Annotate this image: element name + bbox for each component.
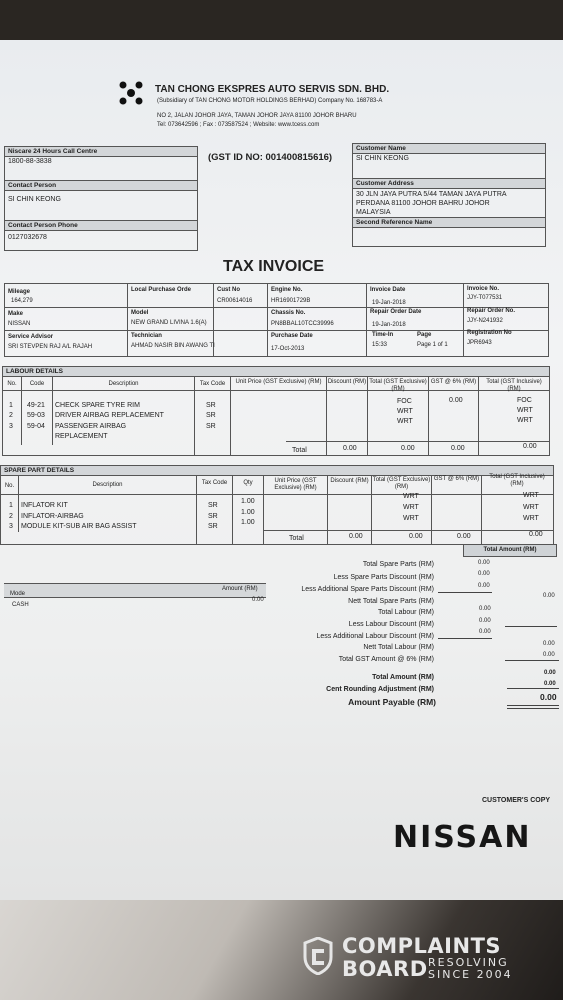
parts-section-title: SPARE PART DETAILS (1, 466, 553, 476)
parts-col-taxcode: Tax Code (201, 480, 228, 486)
rounding-label: Cent Rounding Adjustment (RM) (326, 686, 434, 693)
labour-row-2-excl: WRT (397, 408, 413, 415)
labour-col-description: Description (108, 381, 139, 387)
summary-b-8: 0.00 (543, 641, 555, 647)
labour-row-1-code: 49-21 (27, 402, 45, 409)
custno-label: Cust No (217, 287, 240, 293)
labour-col-discount: Discount (RM) (327, 379, 367, 385)
labour-col-unitprice: Unit Price (GST Exclusive) (RM) (235, 379, 322, 385)
parts-row-2-qty: 1.00 (241, 509, 255, 516)
parts-row-3-no: 3 (9, 523, 13, 530)
invoice-title: TAX INVOICE (223, 258, 325, 275)
watermark-line1: COMPLAINTS (342, 934, 502, 958)
labour-row-2-desc: DRIVER AIRBAG REPLACEMENT (55, 412, 164, 419)
chassis-label: Chassis No. (271, 310, 306, 316)
parts-total-discount: 0.00 (349, 533, 363, 540)
summary-label-5: Total Labour (RM) (377, 609, 434, 616)
customer-box (352, 143, 546, 247)
parts-row-1-desc: INFLATOR KIT (21, 502, 68, 509)
model-label: Model (131, 310, 149, 316)
parts-col-no: No. (4, 483, 15, 489)
payment-mode-label: Mode (10, 591, 26, 597)
invoice-no-label: Invoice No. (467, 286, 500, 292)
watermark-line2: BOARD (342, 957, 428, 981)
summary-divider-3 (438, 638, 492, 639)
labour-row-3-no: 3 (9, 423, 13, 430)
summary-label-2: Less Spare Parts Discount (RM) (333, 574, 434, 581)
mileage-value: 164,279 (11, 298, 33, 304)
chassis-value: PN8BBAL10TCC39996 (271, 321, 334, 327)
labour-row-1-no: 1 (9, 402, 13, 409)
summary-divider-4 (505, 660, 559, 661)
labour-row-3-excl: WRT (397, 418, 413, 425)
registration-value: JPR6943 (467, 340, 492, 346)
summary-divider-7 (507, 708, 559, 709)
amount-payable-value: 0.00 (540, 692, 557, 702)
watermark-line4: SINCE 2004 (428, 968, 513, 981)
customer-address-label: Customer Address (353, 179, 545, 189)
labour-col-total-incl: Total (GST Inclusive) (RM) (486, 379, 542, 392)
repair-order-no-value: JJY-N241932 (467, 318, 503, 324)
repair-order-date-value: 19-Jan-2018 (372, 322, 406, 328)
labour-total-label: Total (292, 447, 307, 454)
summary-header: Total Amount (RM) (483, 547, 537, 553)
page-value: Page 1 of 1 (417, 342, 448, 348)
parts-row-2-excl: WRT (403, 504, 419, 511)
contact-phone-value: 0127032678 (8, 234, 47, 241)
registration-label: Registration No (467, 330, 512, 336)
technician-label: Technician (131, 333, 162, 339)
summary-label-4: Nett Total Spare Parts (RM) (348, 598, 434, 605)
summary-label-3: Less Additional Spare Parts Discount (RM) (301, 586, 434, 593)
purchase-date-label: Purchase Date (271, 333, 313, 339)
labour-total-excl: 0.00 (401, 445, 415, 452)
spare-parts-table (0, 465, 554, 545)
labour-row-1-desc: CHECK SPARE TYRE RIM (55, 402, 140, 409)
customer-name-label: Customer Name (353, 144, 545, 154)
summary-label-9: Total GST Amount @ 6% (RM) (338, 656, 434, 663)
summary-label-1: Total Spare Parts (RM) (362, 561, 434, 568)
parts-row-1-incl: WRT (523, 492, 539, 499)
time-in-label: Time-In (372, 332, 394, 338)
customer-address-line1: 30 JLN JAYA PUTRA 5/44 TAMAN JAYA PUTRA (356, 191, 507, 198)
parts-row-2-incl: WRT (523, 504, 539, 511)
summary-divider-6 (507, 705, 559, 706)
summary-divider-1 (438, 592, 492, 593)
labour-row-2-code: 59-03 (27, 412, 45, 419)
summary-label-6: Less Labour Discount (RM) (348, 621, 434, 628)
parts-row-3-qty: 1.00 (241, 519, 255, 526)
parts-total-label: Total (289, 535, 304, 542)
parts-row-3-incl: WRT (523, 515, 539, 522)
vehicle-details-grid (4, 283, 549, 357)
parts-col-gst: GST @ 6% (RM) (433, 476, 480, 482)
summary-divider-5 (507, 688, 559, 689)
labour-row-2-no: 2 (9, 412, 13, 419)
rounding-value: 0.00 (544, 681, 556, 687)
labour-row-3-incl: WRT (517, 417, 533, 424)
parts-col-qty: Qty (243, 480, 253, 486)
labour-section-title: LABOUR DETAILS (3, 367, 549, 377)
labour-row-2-incl: WRT (517, 407, 533, 414)
custno-value: CR00614016 (217, 298, 253, 304)
company-address: NO 2, JALAN JOHOR JAYA, TAMAN JOHOR JAYA 81100 JOHOR BHARU (157, 113, 357, 119)
summary-a-1: 0.00 (478, 560, 490, 566)
parts-col-total-excl: Total (GST Exclusive) (RM) (372, 477, 431, 490)
parts-col-discount: Discount (RM) (330, 478, 369, 484)
mileage-label: Mileage (8, 289, 31, 295)
labour-row-1-gst: 0.00 (449, 397, 463, 404)
parts-row-1-no: 1 (9, 502, 13, 509)
summary-a-7: 0.00 (479, 629, 491, 635)
amount-payable-label: Amount Payable (RM) (348, 697, 436, 707)
parts-row-3-desc: MODULE KIT-SUB AIR BAG ASSIST (21, 523, 137, 530)
labour-row-3-code: 59-04 (27, 423, 45, 430)
gst-id: (GST ID NO: 001400815616) (208, 152, 333, 163)
repair-order-date-label: Repair Order Date (370, 309, 422, 315)
parts-total-incl: 0.00 (529, 531, 543, 538)
labour-row-1-excl: FOC (397, 398, 412, 405)
parts-row-1-tax: SR (208, 502, 218, 509)
nissan-brand: NISSAN (393, 820, 532, 855)
invoice-no-value: JJY-T077531 (467, 295, 503, 301)
summary-header-box (463, 544, 557, 557)
contact-phone-label: Contact Person Phone (5, 221, 197, 231)
second-ref-label: Second Reference Name (353, 218, 545, 228)
summary-a-6: 0.00 (479, 618, 491, 624)
summary-a-2: 0.00 (478, 571, 490, 577)
complaints-board-shield-icon (303, 937, 333, 975)
labour-total-gst: 0.00 (451, 445, 465, 452)
parts-row-2-no: 2 (9, 513, 13, 520)
summary-a-5: 0.00 (479, 606, 491, 612)
parts-col-unitprice: Unit Price (GST Exclusive) (RM) (274, 478, 317, 491)
parts-col-description: Description (92, 482, 123, 488)
repair-order-no-label: Repair Order No. (467, 308, 516, 314)
customer-copy-label: CUSTOMER'S COPY (482, 797, 551, 804)
lpo-label: Local Purchase Orde (131, 287, 192, 293)
total-amount-value: 0.00 (544, 670, 556, 676)
labour-row-1-tax: SR (206, 402, 216, 409)
parts-total-excl: 0.00 (409, 533, 423, 540)
summary-label-7: Less Additional Labour Discount (RM) (316, 633, 434, 640)
watermark-line3: RESOLVING (428, 956, 509, 969)
company-name: TAN CHONG EKSPRES AUTO SERVIS SDN. BHD. (155, 84, 390, 95)
payment-amount-value: 0.00 (252, 597, 264, 603)
parts-col-total-incl: Total (GST Inclusive) (RM) (489, 474, 545, 487)
labour-col-total-excl: Total (GST Exclusive) (RM) (369, 379, 427, 392)
labour-col-no: No. (7, 381, 17, 387)
labour-row-3-desc: PASSENGER AIRBAG (55, 423, 127, 430)
labour-row-2-tax: SR (206, 412, 216, 419)
make-label: Make (8, 311, 24, 317)
customer-address-line2: PERDANA 81100 JOHOR BAHRU JOHOR (356, 200, 490, 207)
customer-address-line3: MALAYSIA (356, 209, 391, 216)
summary-a-3: 0.00 (478, 583, 490, 589)
labour-col-taxcode: Tax Code (199, 381, 226, 387)
payment-mode-value: CASH (12, 602, 29, 608)
page-label: Page (417, 332, 432, 338)
invoice-date-label: Invoice Date (370, 287, 406, 293)
labour-row-3-tax: SR (206, 423, 216, 430)
labour-col-gst: GST @ 6% (RM) (430, 379, 477, 385)
payment-amount-label: Amount (RM) (222, 586, 258, 592)
parts-row-2-desc: INFLATOR-AIRBAG (21, 513, 84, 520)
labour-total-incl: 0.00 (523, 443, 537, 450)
service-advisor-label: Service Advisor (8, 334, 54, 340)
summary-divider-2 (505, 626, 557, 627)
contact-person-label: Contact Person (5, 181, 197, 191)
company-contact: Tel: 073642596 ; Fax : 073587524 ; Website: www.tcess.com (157, 122, 320, 128)
labour-table (2, 366, 550, 456)
engine-label: Engine No. (271, 287, 303, 293)
contact-person-value: SI CHIN KEONG (8, 196, 61, 203)
callcentre-value: 1800-88-3838 (8, 158, 52, 165)
invoice-date-value: 19-Jan-2018 (372, 300, 406, 306)
engine-value: HR16901729B (271, 298, 311, 304)
labour-row-3-desc-cont: REPLACEMENT (55, 433, 108, 440)
make-value: NISSAN (8, 321, 31, 327)
labour-row-1-incl: FOC (517, 397, 532, 404)
tan-chong-logo-icon (118, 80, 144, 106)
summary-b-3: 0.00 (543, 593, 555, 599)
parts-row-3-excl: WRT (403, 515, 419, 522)
labour-total-discount: 0.00 (343, 445, 357, 452)
callcentre-label: Niscare 24 Hours Call Centre (5, 147, 197, 157)
payment-header-row (4, 583, 266, 598)
company-subsidiary: (Subsidiary of TAN CHONG MOTOR HOLDINGS BERHAD) Company No. 168783-A (157, 98, 383, 104)
parts-row-3-tax: SR (208, 523, 218, 530)
customer-name-value: SI CHIN KEONG (356, 155, 409, 162)
parts-row-2-tax: SR (208, 513, 218, 520)
contact-info-box (4, 146, 198, 251)
labour-col-code: Code (29, 381, 45, 387)
time-in-value: 15:33 (372, 342, 388, 348)
model-value: NEW GRAND LIVINA 1.6(A) (131, 320, 207, 326)
parts-row-1-qty: 1.00 (241, 498, 255, 505)
purchase-date-value: 17-Oct-2013 (271, 346, 305, 352)
summary-label-8: Nett Total Labour (RM) (363, 644, 434, 651)
service-advisor-value: SRI STEVPEN RAJ A/L RAJAH (8, 344, 93, 350)
technician-value: AHMAD NASIR BIN AWANG TI (131, 343, 215, 349)
summary-b-9: 0.00 (543, 652, 555, 658)
total-amount-label: Total Amount (RM) (372, 674, 434, 681)
parts-total-gst: 0.00 (457, 533, 471, 540)
parts-row-1-excl: WRT (403, 493, 419, 500)
